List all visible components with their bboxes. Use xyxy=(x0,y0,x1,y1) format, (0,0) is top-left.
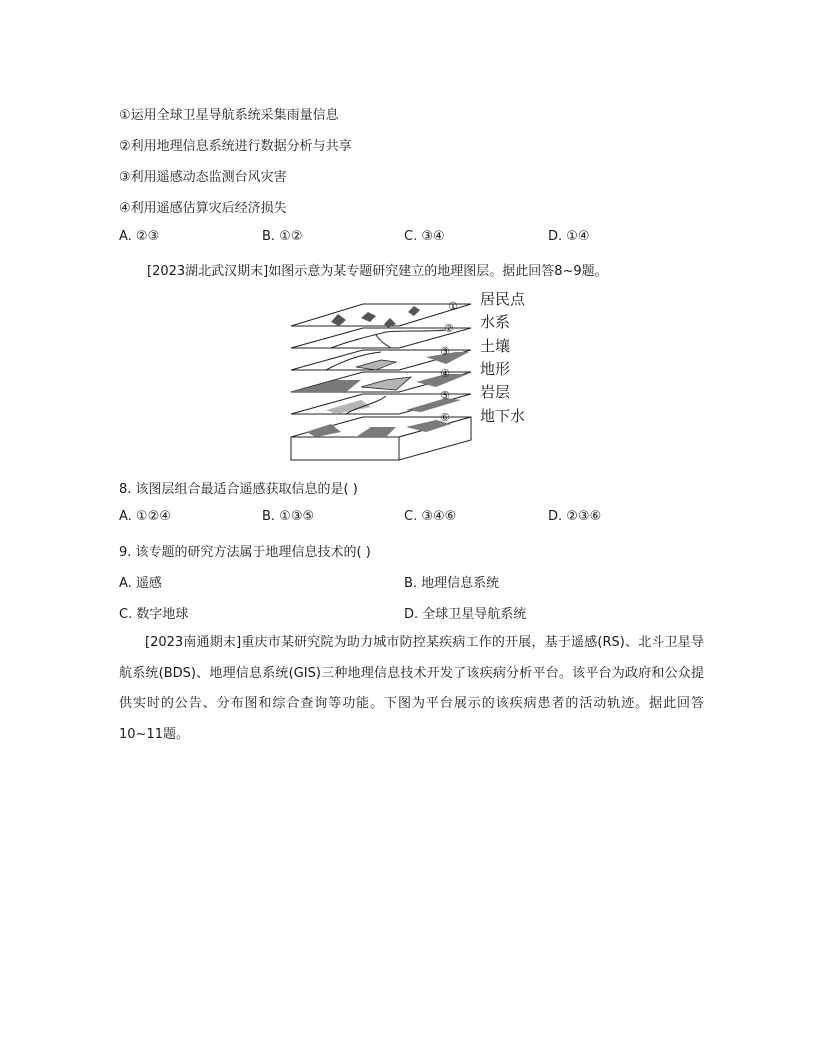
layer-num-6: ⑥ xyxy=(440,411,450,424)
q7-option-c[interactable]: C. ③④ xyxy=(404,229,445,244)
q9-stem: 9. 该专题的研究方法属于地理信息技术的( ) xyxy=(119,545,371,560)
q7-option-a[interactable]: A. ②③ xyxy=(119,229,160,244)
layer-name-2: 水系 xyxy=(480,313,511,331)
layer-name-4: 地形 xyxy=(480,360,511,378)
layer-num-3: ③ xyxy=(440,345,450,358)
layer-num-1: ① xyxy=(448,300,458,313)
q7-option-d[interactable]: D. ①④ xyxy=(548,229,590,244)
statement-4: ④利用遥感估算灾后经济损失 xyxy=(119,201,287,216)
layer-name-6: 地下水 xyxy=(480,407,526,425)
q9-option-a[interactable]: A. 遥感 xyxy=(119,576,162,591)
layer-num-2: ② xyxy=(444,322,454,335)
intro-8-9: [2023湖北武汉期末]如图示意为某专题研究建立的地理图层。据此回答8~9题。 xyxy=(147,264,608,279)
layer-figure xyxy=(286,292,546,471)
layer-name-5: 岩层 xyxy=(480,383,511,401)
q9-option-b[interactable]: B. 地理信息系统 xyxy=(404,576,500,591)
statement-3: ③利用遥感动态监测台风灾害 xyxy=(119,170,287,185)
q9-option-c[interactable]: C. 数字地球 xyxy=(119,607,189,622)
statement-2: ②利用地理信息系统进行数据分析与共享 xyxy=(119,139,352,154)
intro-10-11-text: [2023南通期末]重庆市某研究院为助力城市防控某疾病工作的开展，基于遥感(RS)、北斗卫星导航系统(BDS)、地理信息系统(GIS)三种地理信息技术开发了该疾病分析平台。该平台为政府和公众提供实时的公告、分布图和综合查询等功能。下图为平台展示的该疾病患者的活动轨迹。据此回答10~11题。 xyxy=(119,635,704,742)
q8-option-c[interactable]: C. ③④⑥ xyxy=(404,509,457,524)
q8-option-d[interactable]: D. ②③⑥ xyxy=(548,509,602,524)
layer-name-1: 居民点 xyxy=(480,292,526,308)
q7-option-b[interactable]: B. ①② xyxy=(262,229,303,244)
layer-num-4: ④ xyxy=(440,367,450,380)
layer-num-5: ⑤ xyxy=(440,389,450,402)
layer-diagram xyxy=(286,292,546,467)
intro-10-11 xyxy=(119,628,704,750)
statement-1: ①运用全球卫星导航系统采集雨量信息 xyxy=(119,108,339,123)
q8-option-a[interactable]: A. ①②④ xyxy=(119,509,171,524)
q8-option-b[interactable]: B. ①③⑤ xyxy=(262,509,315,524)
q8-stem: 8. 该图层组合最适合遥感获取信息的是( ) xyxy=(119,482,358,497)
layer-name-3: 土壤 xyxy=(480,337,511,355)
layer-label-1 xyxy=(448,292,526,313)
q9-option-d[interactable]: D. 全球卫星导航系统 xyxy=(404,607,527,622)
